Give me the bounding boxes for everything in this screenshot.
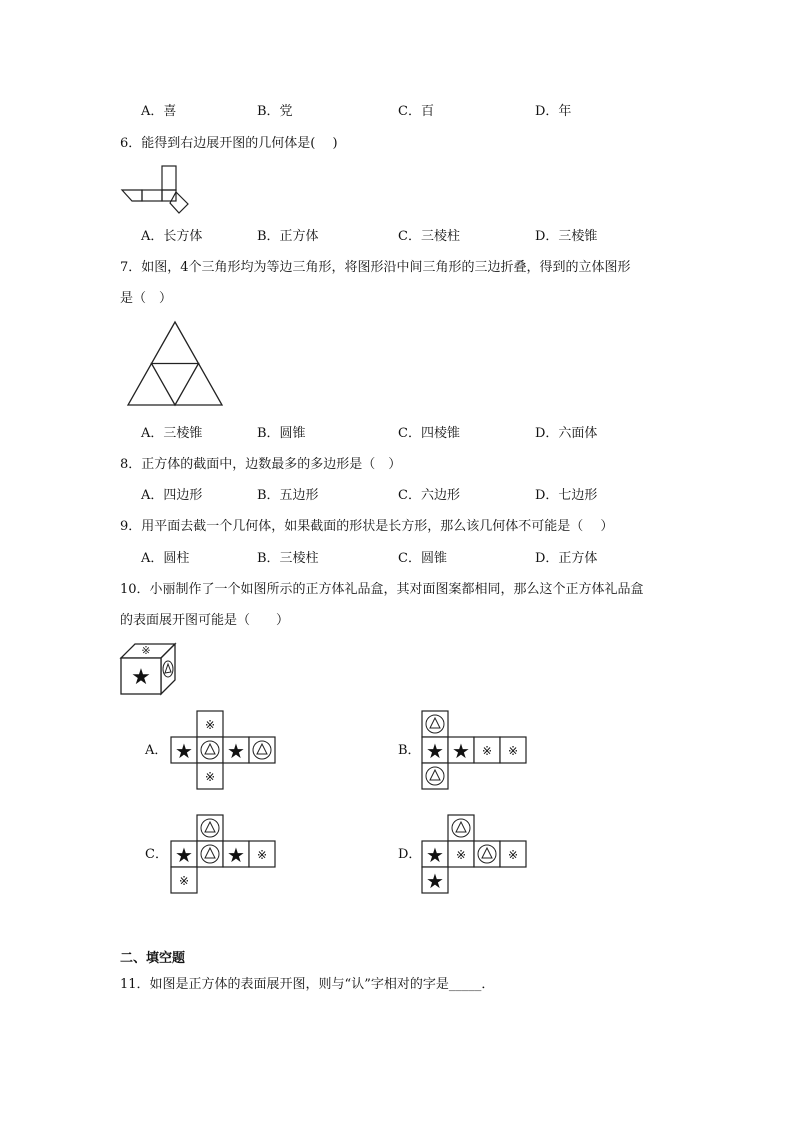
reference-mark-icon: ※ bbox=[204, 718, 216, 732]
q5-option-b: B．党 bbox=[257, 104, 293, 119]
star-icon: ★ bbox=[227, 739, 245, 763]
q7-text-line1: 7．如图，4个三角形均为等边三角形，将图形沿中间三角形的三边折叠，得到的立体图形 bbox=[120, 260, 631, 275]
q10-text-line1: 10．小丽制作了一个如图所示的正方体礼品盒，其对面图案都相同，那么这个正方体礼品盒 bbox=[120, 582, 644, 597]
reference-mark-icon: ※ bbox=[455, 848, 467, 862]
q9-option-b: B．三棱柱 bbox=[257, 551, 319, 566]
star-icon: ★ bbox=[227, 843, 245, 867]
reference-mark-icon: ※ bbox=[481, 744, 493, 758]
q8-option-d: D．七边形 bbox=[535, 488, 598, 503]
q6-net-figure bbox=[120, 160, 195, 222]
q8-option-a: A．四边形 bbox=[141, 488, 203, 503]
reference-mark-icon: ※ bbox=[204, 770, 216, 784]
reference-mark-icon: ※ bbox=[141, 644, 151, 657]
q7-option-b: B．圆锥 bbox=[257, 426, 306, 441]
q6-option-a: A．长方体 bbox=[141, 229, 203, 244]
q7-option-d: D．六面体 bbox=[535, 426, 598, 441]
q6-option-c: C．三棱柱 bbox=[398, 229, 460, 244]
q7-option-a: A．三棱锥 bbox=[141, 426, 203, 441]
q7-option-c: C．四棱锥 bbox=[398, 426, 460, 441]
star-icon: ★ bbox=[452, 739, 470, 763]
q9-option-c: C．圆锥 bbox=[398, 551, 447, 566]
star-icon: ★ bbox=[175, 739, 193, 763]
q10-gift-box-figure bbox=[118, 640, 180, 698]
reference-mark-icon: ※ bbox=[178, 874, 190, 888]
q9-option-a: A．圆柱 bbox=[141, 551, 190, 566]
q6-text: 6．能得到右边展开图的几何体是( ) bbox=[120, 136, 338, 151]
reference-mark-icon: ※ bbox=[507, 848, 519, 862]
q9-text: 9．用平面去截一个几何体，如果截面的形状是长方形，那么该几何体不可能是（ ） bbox=[120, 519, 614, 534]
q10-net-a bbox=[170, 710, 278, 792]
q10-net-d bbox=[421, 814, 529, 896]
q10-net-label-d: D． bbox=[398, 847, 422, 862]
q8-option-c: C．六边形 bbox=[398, 488, 460, 503]
star-icon: ★ bbox=[426, 843, 444, 867]
reference-mark-icon: ※ bbox=[256, 848, 268, 862]
q8-text: 8．正方体的截面中，边数最多的多边形是（ ） bbox=[120, 457, 402, 472]
q11-text: 11．如图是正方体的表面展开图，则与“认”字相对的字是_____． bbox=[120, 977, 495, 992]
star-icon: ★ bbox=[426, 739, 444, 763]
q5-option-c: C．百 bbox=[398, 104, 434, 119]
q5-option-a: A．喜 bbox=[141, 104, 177, 119]
q10-net-label-b: B． bbox=[398, 743, 421, 758]
q10-net-b bbox=[421, 710, 529, 792]
section-title: 二、填空题 bbox=[120, 951, 186, 966]
q6-option-d: D．三棱锥 bbox=[535, 229, 598, 244]
q10-net-c bbox=[170, 814, 278, 896]
star-icon: ★ bbox=[175, 843, 193, 867]
star-icon: ★ bbox=[131, 665, 151, 690]
q10-net-label-c: C． bbox=[145, 847, 168, 862]
q9-option-d: D．正方体 bbox=[535, 551, 598, 566]
q6-option-b: B．正方体 bbox=[257, 229, 319, 244]
q10-net-label-a: A． bbox=[145, 743, 168, 758]
reference-mark-icon: ※ bbox=[507, 744, 519, 758]
star-icon: ★ bbox=[426, 869, 444, 893]
q7-triangle-figure bbox=[124, 318, 226, 410]
q8-option-b: B．五边形 bbox=[257, 488, 319, 503]
q5-option-d: D．年 bbox=[535, 104, 572, 119]
q10-text-line2: 的表面展开图可能是（ ） bbox=[120, 613, 290, 628]
q7-text-line2: 是（ ） bbox=[120, 291, 173, 306]
